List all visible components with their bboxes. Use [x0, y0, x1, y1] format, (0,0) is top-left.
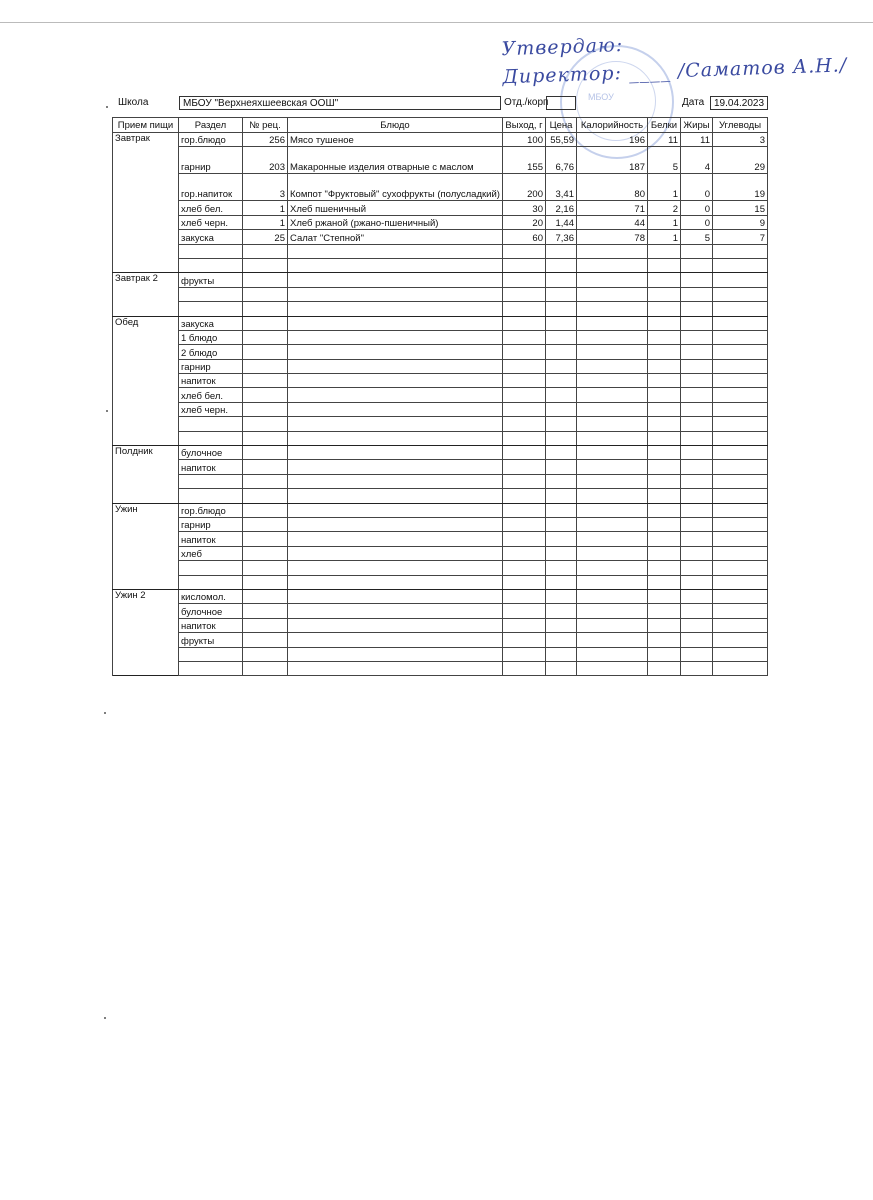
kcal-cell: 196 [577, 133, 648, 147]
kcal-cell: 44 [577, 215, 648, 229]
protein-cell: 2 [648, 201, 681, 215]
section-cell: 2 блюдо [179, 345, 243, 359]
fat-cell: 11 [681, 133, 713, 147]
meal-label-snack: Полдник [113, 446, 179, 504]
fat-cell: 0 [681, 174, 713, 201]
fat-cell: 5 [681, 230, 713, 244]
meal-label-breakfast: Завтрак [113, 133, 179, 273]
table-row [113, 589, 768, 603]
section-cell: гор.напиток [179, 174, 243, 201]
carbs-cell: 7 [713, 230, 768, 244]
date-field: 19.04.2023 [710, 96, 768, 110]
section-cell: 1 блюдо [179, 330, 243, 344]
recipe-cell: 256 [243, 133, 288, 147]
top-rule [0, 22, 873, 23]
table-row [113, 446, 768, 460]
scan-speck [106, 410, 108, 412]
section-cell: гарнир [179, 359, 243, 373]
table-row [113, 604, 768, 618]
table-row [113, 287, 768, 301]
fat-cell: 4 [681, 147, 713, 174]
price-cell: 2,16 [546, 201, 577, 215]
section-cell: гарнир [179, 147, 243, 174]
meal-label-lunch: Обед [113, 316, 179, 446]
table-row [113, 244, 768, 258]
table-header-row [113, 118, 768, 133]
dish-cell: Макаронные изделия отварные с маслом [288, 147, 503, 174]
section-cell: хлеб бел. [179, 201, 243, 215]
yield-cell: 155 [503, 147, 546, 174]
column-header: Прием пищи [113, 118, 179, 133]
recipe-cell: 25 [243, 230, 288, 244]
stamp-text: МБОУ [588, 92, 614, 102]
section-cell: закуска [179, 230, 243, 244]
yield-cell: 100 [503, 133, 546, 147]
yield-cell: 20 [503, 215, 546, 229]
table-row [113, 561, 768, 575]
scan-speck [104, 712, 106, 714]
table-row [113, 474, 768, 488]
recipe-cell: 1 [243, 215, 288, 229]
section-cell: закуска [179, 316, 243, 330]
school-label: Школа [118, 97, 149, 108]
column-header: Углеводы [713, 118, 768, 133]
table-row [113, 133, 768, 147]
section-cell: булочное [179, 604, 243, 618]
table-row [113, 431, 768, 445]
section-cell: хлеб [179, 546, 243, 560]
section-cell: напиток [179, 532, 243, 546]
carbs-cell: 29 [713, 147, 768, 174]
table-row [113, 489, 768, 503]
dish-cell: Хлеб пшеничный [288, 201, 503, 215]
recipe-cell: 203 [243, 147, 288, 174]
price-cell: 6,76 [546, 147, 577, 174]
table-row [113, 302, 768, 316]
table-row [113, 316, 768, 330]
section-cell: гор.блюдо [179, 133, 243, 147]
section-cell: напиток [179, 618, 243, 632]
dish-cell: Салат "Степной" [288, 230, 503, 244]
kcal-cell: 71 [577, 201, 648, 215]
section-cell: фрукты [179, 273, 243, 287]
approval-handwriting [501, 24, 863, 97]
dish-cell: Хлеб ржаной (ржано-пшеничный) [288, 215, 503, 229]
table-row [113, 359, 768, 373]
table-row [113, 633, 768, 647]
section-cell: кисломол. [179, 589, 243, 603]
scan-speck [106, 106, 108, 108]
column-header: Белки [648, 118, 681, 133]
column-header: Выход, г [503, 118, 546, 133]
table-row [113, 345, 768, 359]
section-cell: хлеб бел. [179, 388, 243, 402]
section-cell: булочное [179, 446, 243, 460]
approval-line-2: Директор: ____ /Саматов А.Н./ [502, 54, 848, 89]
yield-cell: 30 [503, 201, 546, 215]
protein-cell: 1 [648, 174, 681, 201]
table-row [113, 273, 768, 287]
school-name-field: МБОУ "Верхнеяхшеевская ООШ" [179, 96, 501, 110]
recipe-cell: 3 [243, 174, 288, 201]
meal-label-breakfast2: Завтрак 2 [113, 273, 179, 316]
carbs-cell: 9 [713, 215, 768, 229]
table-row [113, 661, 768, 675]
protein-cell: 1 [648, 215, 681, 229]
table-row [113, 460, 768, 474]
kcal-cell: 187 [577, 147, 648, 174]
table-row [113, 503, 768, 517]
table-row [113, 402, 768, 416]
dept-field [546, 96, 576, 110]
table-row [113, 618, 768, 632]
carbs-cell: 19 [713, 174, 768, 201]
table-row [113, 546, 768, 560]
table-row [113, 417, 768, 431]
table-row [113, 575, 768, 589]
price-cell: 55,59 [546, 133, 577, 147]
table-row [113, 374, 768, 388]
price-cell: 1,44 [546, 215, 577, 229]
protein-cell: 5 [648, 147, 681, 174]
table-row [113, 330, 768, 344]
table-row [113, 201, 768, 215]
section-cell: фрукты [179, 633, 243, 647]
table-row [113, 532, 768, 546]
table-row [113, 147, 768, 174]
table-row [113, 258, 768, 272]
section-cell: хлеб черн. [179, 402, 243, 416]
kcal-cell: 78 [577, 230, 648, 244]
column-header: Раздел [179, 118, 243, 133]
dish-cell: Мясо тушеное [288, 133, 503, 147]
meal-label-dinner2: Ужин 2 [113, 589, 179, 675]
price-cell: 3,41 [546, 174, 577, 201]
date-label: Дата [682, 97, 705, 108]
dept-label: Отд./корп [504, 97, 549, 108]
carbs-cell: 3 [713, 133, 768, 147]
recipe-cell: 1 [243, 201, 288, 215]
menu-table [112, 117, 768, 676]
carbs-cell: 15 [713, 201, 768, 215]
section-cell: хлеб черн. [179, 215, 243, 229]
table-row [113, 174, 768, 201]
column-header: Цена [546, 118, 577, 133]
section-cell: гор.блюдо [179, 503, 243, 517]
yield-cell: 200 [503, 174, 546, 201]
fat-cell: 0 [681, 215, 713, 229]
column-header: Блюдо [288, 118, 503, 133]
kcal-cell: 80 [577, 174, 648, 201]
scan-speck [104, 1017, 106, 1019]
protein-cell: 11 [648, 133, 681, 147]
column-header: Жиры [681, 118, 713, 133]
section-cell: напиток [179, 460, 243, 474]
meal-label-dinner: Ужин [113, 503, 179, 589]
dish-cell: Компот "Фруктовый" сухофрукты (полусладкий) [288, 174, 503, 201]
fat-cell: 0 [681, 201, 713, 215]
section-cell: гарнир [179, 517, 243, 531]
approval-line-1: Утвердаю: [501, 34, 624, 61]
table-row [113, 215, 768, 229]
protein-cell: 1 [648, 230, 681, 244]
column-header: № рец. [243, 118, 288, 133]
section-cell: напиток [179, 374, 243, 388]
price-cell: 7,36 [546, 230, 577, 244]
yield-cell: 60 [503, 230, 546, 244]
column-header: Калорийность [577, 118, 648, 133]
table-row [113, 517, 768, 531]
table-row [113, 388, 768, 402]
table-row [113, 230, 768, 244]
table-row [113, 647, 768, 661]
